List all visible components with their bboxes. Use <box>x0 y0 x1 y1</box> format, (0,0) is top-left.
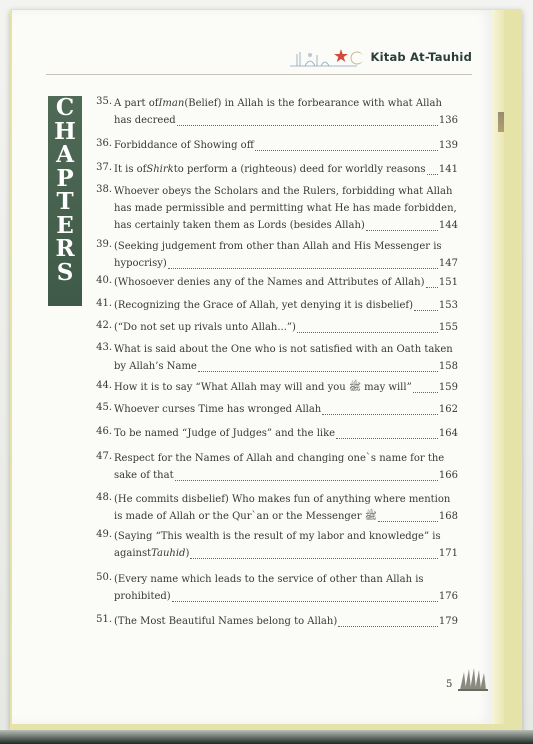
entry-text: hypocrisy) <box>114 258 167 269</box>
page-edge-art <box>498 112 504 132</box>
entry-number: 46. <box>96 426 112 437</box>
entry-text: How it is to say “What Allah may will and you ﷺ may will” <box>114 382 412 393</box>
page-header <box>287 44 473 70</box>
entry-text: (He commits disbelief) Who makes fun of anything where mention <box>114 494 451 505</box>
entry-page-number: 141 <box>438 164 458 175</box>
page-number: 5 <box>446 679 453 690</box>
entry-page-number: 144 <box>438 220 458 231</box>
entry-text: has decreed <box>114 115 176 126</box>
side-letter: A <box>56 141 74 168</box>
entry-page-number: 162 <box>438 404 458 415</box>
entry-text: Whoever obeys the Scholars and the Rulers, forbidding what Allah <box>114 186 453 197</box>
entry-line <box>114 379 458 396</box>
entry-line <box>114 217 458 234</box>
entry-line <box>114 297 458 314</box>
dot-leader <box>190 558 438 559</box>
entry-text: (Seeking judgement from other than Allah and His Messenger is <box>114 241 442 252</box>
book-title: Kitab At-Tauhid <box>370 50 472 64</box>
entry-line <box>114 358 458 375</box>
book-page <box>12 10 492 724</box>
entry-number: 41. <box>96 298 112 309</box>
entry-text-rest: (Belief) in Allah is the forbearance with what Allah <box>184 98 442 109</box>
entry-page-number: 139 <box>438 140 458 151</box>
entry-number: 40. <box>96 275 112 286</box>
dot-leader <box>297 332 438 333</box>
dot-leader <box>177 125 438 126</box>
entry-page-number: 179 <box>438 616 458 627</box>
side-letter: C <box>55 94 75 121</box>
dot-leader <box>198 371 438 372</box>
bottom-shadow <box>0 730 533 744</box>
entry-line <box>114 200 458 217</box>
dot-leader <box>426 287 438 288</box>
entry-line <box>114 425 458 442</box>
entry-line <box>114 95 458 112</box>
chapters-side-band <box>48 96 82 306</box>
entry-text: Respect for the Names of Allah and changing one`s name for the <box>114 453 445 464</box>
entry-number: 45. <box>96 402 112 413</box>
entry-page-number: 136 <box>438 115 458 126</box>
entry-text: A part of <box>114 98 159 109</box>
entry-text: sake of that <box>114 470 174 481</box>
entry-number: 44. <box>96 380 112 391</box>
entry-page-number: 158 <box>438 361 458 372</box>
entry-line <box>114 401 458 418</box>
entry-page-number: 159 <box>438 382 458 393</box>
entry-page-number: 176 <box>438 591 458 602</box>
mosque-star-ornament-icon <box>287 44 367 70</box>
entry-line <box>114 545 458 562</box>
dot-leader <box>414 310 438 311</box>
entry-text: is made of Allah or the Qur`an or the Messenger ﷺ <box>114 511 377 522</box>
entry-line <box>114 528 458 545</box>
entry-number: 50. <box>96 572 112 583</box>
entry-text: To be named “Judge of Judges” and the like <box>114 428 336 439</box>
entry-text: What is said about the One who is not satisfied with an Oath taken <box>114 344 453 355</box>
entry-line <box>114 341 458 358</box>
entry-text: Whoever curses Time has wronged Allah <box>114 404 322 415</box>
entry-text: (Recognizing the Grace of Allah, yet denying it is disbelief) <box>114 300 414 311</box>
dot-leader <box>336 438 438 439</box>
entry-line <box>114 255 458 272</box>
dot-leader <box>427 174 438 175</box>
entry-line <box>114 112 458 129</box>
entry-italic-term: Shirk <box>146 164 174 175</box>
entry-number: 47. <box>96 451 112 462</box>
entry-number: 49. <box>96 529 112 540</box>
dot-leader <box>378 521 438 522</box>
entry-italic-term: Tauhid <box>151 548 186 559</box>
side-letter: S <box>56 258 74 286</box>
entry-line <box>114 467 458 484</box>
entry-number: 39. <box>96 239 112 250</box>
entry-text: prohibited) <box>114 591 171 602</box>
entry-italic-term: Iman <box>158 98 185 109</box>
entry-number: 35. <box>96 96 112 107</box>
entry-page-number: 153 <box>438 300 458 311</box>
entry-page-number: 166 <box>438 470 458 481</box>
dot-leader <box>172 601 438 602</box>
entry-text: (Whosoever denies any of the Names and Attributes of Allah) <box>114 277 425 288</box>
open-book-icon <box>458 666 488 692</box>
dot-leader <box>168 268 438 269</box>
entry-number: 36. <box>96 138 112 149</box>
side-letter: T <box>56 188 74 215</box>
entry-page-number: 151 <box>438 277 458 288</box>
entry-number: 37. <box>96 162 112 173</box>
entry-text: (The Most Beautiful Names belong to Allah) <box>114 616 338 627</box>
entry-number: 38. <box>96 184 112 195</box>
entry-text: has made permissible and permitting what He has made forbidden, <box>114 203 457 214</box>
entry-line <box>114 508 458 525</box>
dot-leader <box>322 414 438 415</box>
entry-line <box>114 613 458 630</box>
entry-line <box>114 161 458 178</box>
entry-line <box>114 450 458 467</box>
entry-text: (Saying “This wealth is the result of my labor and knowledge” is <box>114 531 441 542</box>
entry-line <box>114 491 458 508</box>
entry-line <box>114 571 458 588</box>
entry-line <box>114 319 458 336</box>
dot-leader <box>255 150 438 151</box>
entry-text: (Every name which leads to the service of other than Allah is <box>114 574 424 585</box>
entry-line <box>114 183 458 200</box>
entry-number: 51. <box>96 614 112 625</box>
entry-page-number: 147 <box>438 258 458 269</box>
entry-text: has certainly taken them as Lords (besides Allah) <box>114 220 365 231</box>
entry-number: 42. <box>96 320 112 331</box>
dot-leader <box>338 626 438 627</box>
entry-text-rest: ) <box>185 548 190 559</box>
dot-leader <box>366 230 438 231</box>
entry-page-number: 171 <box>438 548 458 559</box>
entry-text: by Allah’s Name <box>114 361 197 372</box>
entry-text: (“Do not set up rivals unto Allah...”) <box>114 322 296 333</box>
entry-number: 43. <box>96 342 112 353</box>
side-letter: P <box>56 164 74 192</box>
entry-text: It is of <box>114 164 147 175</box>
side-letter: R <box>55 235 75 262</box>
entry-text: Forbiddance of Showing off <box>114 140 254 151</box>
entry-number: 48. <box>96 492 112 503</box>
entry-page-number: 164 <box>438 428 458 439</box>
dot-leader <box>175 480 438 481</box>
entry-line <box>114 274 458 291</box>
side-letter: H <box>54 117 76 145</box>
side-letter: E <box>56 211 74 239</box>
entry-line <box>114 137 458 154</box>
header-rule <box>46 74 472 75</box>
entry-line <box>114 588 458 605</box>
entry-page-number: 155 <box>438 322 458 333</box>
entry-text-rest: to perform a (righteous) deed for worldly reasons <box>173 164 426 175</box>
entry-text: against <box>114 548 152 559</box>
dot-leader <box>413 392 438 393</box>
entry-line <box>114 238 458 255</box>
entry-page-number: 168 <box>438 511 458 522</box>
